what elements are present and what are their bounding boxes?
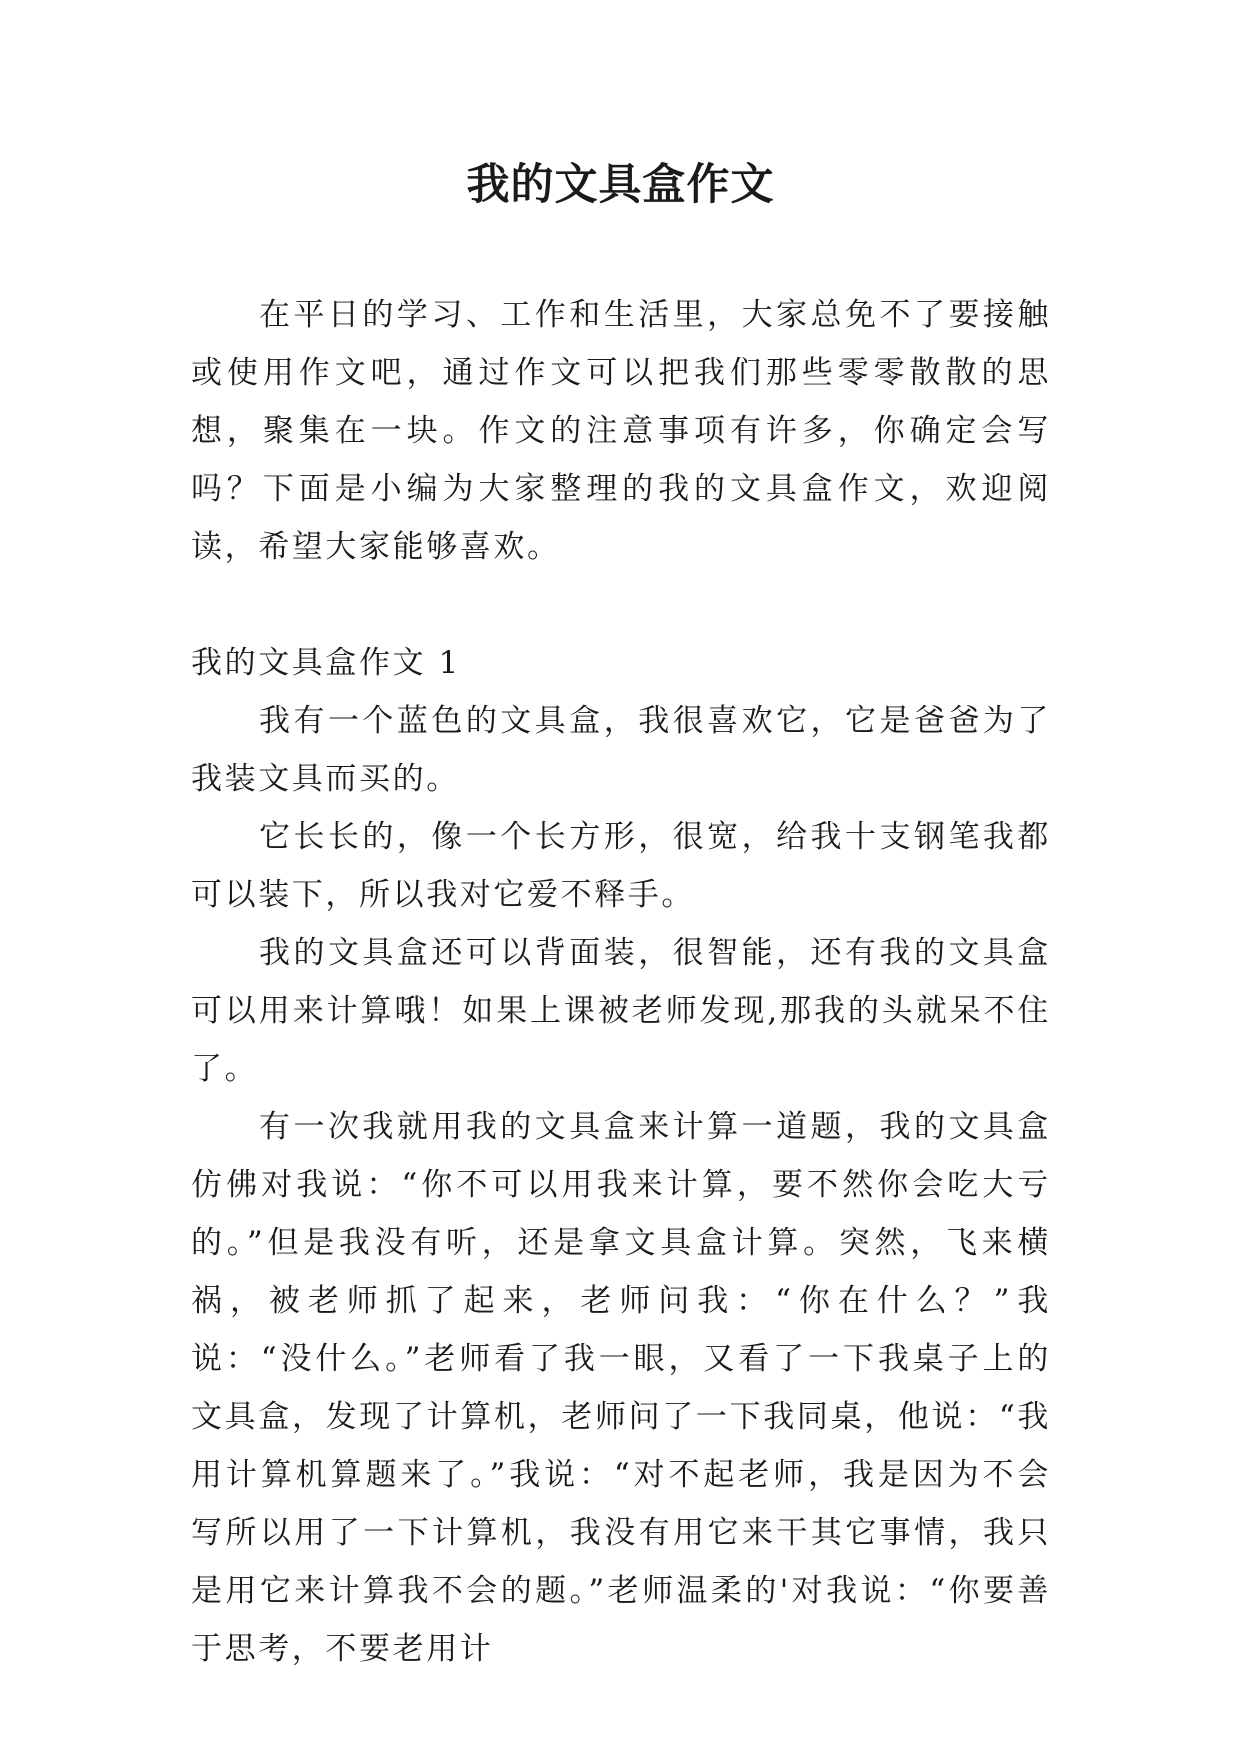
section-heading: 我的文具盒作文 1: [191, 645, 461, 681]
body-paragraph: 我的文具盒还可以背面装，很智能，还有我的文具盒可以用来计算哦！如果上课被老师发现,那我的头就呆不住了。: [191, 935, 1051, 1087]
page-title: 我的文具盒作文: [466, 160, 775, 210]
body-paragraph: 它长长的，像一个长方形，很宽，给我十支钢笔我都可以装下，所以我对它爱不释手。: [191, 819, 1051, 913]
body-paragraph: 有一次我就用我的文具盒来计算一道题，我的文具盒仿佛对我说：“你不可以用我来计算，要不然你会吃大亏的。”但是我没有听，还是拿文具盒计算。突然，飞来横祸，被老师抓了起来，老师问我：“你在什么？”我说：“没什么。”老师看了我一眼，又看了一下我桌子上的文具盒，发现了计算机，老师问了一下我同桌，他说：“我用计算机算题来了。”我说：“对不起老师，我是因为不会写所以用了一下计算机，我没有用它来干其它事情，我只是用它来计算我不会的题。”老师温柔的'对我说：“你要善于思考，不要老用计: [191, 1109, 1051, 1667]
body-paragraph: 我有一个蓝色的文具盒，我很喜欢它，它是爸爸为了我装文具而买的。: [191, 703, 1051, 797]
document-body: [191, 286, 1051, 1678]
intro-paragraph: 在平日的学习、工作和生活里，大家总免不了要接触或使用作文吧，通过作文可以把我们那些零零散散的思想，聚集在一块。作文的注意事项有许多，你确定会写吗？下面是小编为大家整理的我的文具盒作文，欢迎阅读，希望大家能够喜欢。: [191, 297, 1051, 565]
